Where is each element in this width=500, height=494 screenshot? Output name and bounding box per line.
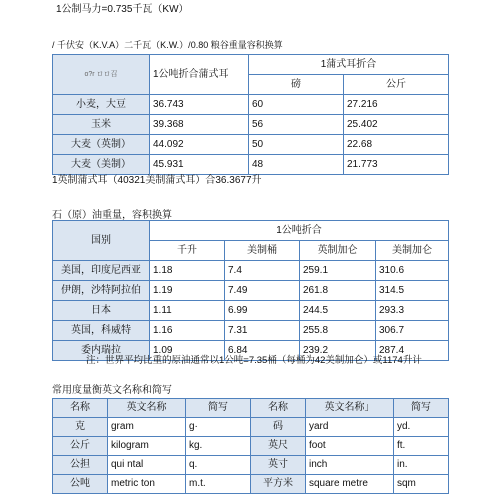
unit-abbr: m.t. [186, 475, 251, 494]
unit-abbr: kg. [186, 437, 251, 456]
table-row [53, 321, 449, 341]
unit-name: 码 [251, 418, 306, 437]
grain-name: 小麦，大豆 [53, 95, 150, 115]
grain-ton-header: 1公吨折合蒲式耳 [150, 55, 249, 95]
unit-abbr: q. [186, 456, 251, 475]
grain-bushel-group-header: 1蒲式耳折合 [249, 55, 449, 75]
unit-name: 英尺 [251, 437, 306, 456]
oil-conversion-table [52, 220, 449, 361]
oil-value: 7.31 [225, 321, 300, 341]
grain-pound-value: 60 [249, 95, 344, 115]
oil-ton-group-header: 1公吨折合 [150, 221, 449, 241]
oil-country: 委内瑞拉 [53, 341, 150, 361]
grain-name: 玉米 [53, 115, 150, 135]
table-row [53, 261, 449, 281]
unit-abbr: ft. [394, 437, 449, 456]
oil-value: 7.4 [225, 261, 300, 281]
grain-subheader-pound: 磅 [249, 75, 344, 95]
oil-value: 310.6 [376, 261, 449, 281]
table-row [53, 418, 449, 437]
oil-value: 1.19 [150, 281, 225, 301]
unit-name: 公斤 [53, 437, 108, 456]
grain-corner-label: o?r ロロ召 [53, 55, 150, 95]
oil-country: 英国，科威特 [53, 321, 150, 341]
unit-name: 克 [53, 418, 108, 437]
table-row [53, 456, 449, 475]
grain-kg-value: 22.68 [344, 135, 449, 155]
unit-english: foot [306, 437, 394, 456]
oil-value: 293.3 [376, 301, 449, 321]
unit-abbr: g· [186, 418, 251, 437]
unit-english: square metre [306, 475, 394, 494]
grain-ton-value: 44.092 [150, 135, 249, 155]
unit-name: 英寸 [251, 456, 306, 475]
oil-value: 306.7 [376, 321, 449, 341]
grain-ton-value: 36.743 [150, 95, 249, 115]
oil-value: 287.4 [376, 341, 449, 361]
grain-pound-value: 56 [249, 115, 344, 135]
crude-oil-note: 注：世界平均比重的原油通常以1公吨=7.35桶（每桶为42美制加仑）或1174升计 [86, 355, 422, 366]
units-header-name: 名称 [53, 399, 108, 418]
oil-value: 1.18 [150, 261, 225, 281]
unit-abbr: yd. [394, 418, 449, 437]
grain-subheader-kg: 公斤 [344, 75, 449, 95]
units-header-name-2: 名称 [251, 399, 306, 418]
oil-value: 239.2 [300, 341, 376, 361]
oil-value: 1.09 [150, 341, 225, 361]
oil-value: 255.8 [300, 321, 376, 341]
units-header-abbr-2: 简写 [394, 399, 449, 418]
unit-english: inch [306, 456, 394, 475]
grain-ton-value: 45.931 [150, 155, 249, 175]
oil-value: 314.5 [376, 281, 449, 301]
oil-value: 244.5 [300, 301, 376, 321]
grain-ton-value: 39.368 [150, 115, 249, 135]
unit-name: 公担 [53, 456, 108, 475]
oil-value: 1.16 [150, 321, 225, 341]
table-row [53, 115, 449, 135]
table-row [53, 95, 449, 115]
table-row [53, 301, 449, 321]
oil-value: 6.84 [225, 341, 300, 361]
units-heading: 常用度量衡英文名称和简写 [52, 385, 172, 396]
unit-english: yard [306, 418, 394, 437]
table-row [53, 135, 449, 155]
oil-subheader-kiloliter: 千升 [150, 241, 225, 261]
oil-subheader-uk-gallon: 英制加仑 [300, 241, 376, 261]
oil-value: 1.11 [150, 301, 225, 321]
units-table [52, 398, 449, 494]
oil-country: 日本 [53, 301, 150, 321]
units-header-english: 英文名称 [108, 399, 186, 418]
grain-kg-value: 25.402 [344, 115, 449, 135]
grain-kg-value: 21.773 [344, 155, 449, 175]
oil-subheader-us-gallon: 美制加仑 [376, 241, 449, 261]
table-row [53, 281, 449, 301]
unit-abbr: sqm [394, 475, 449, 494]
oil-country-header: 国别 [53, 221, 150, 261]
grain-pound-value: 50 [249, 135, 344, 155]
oil-country: 美国，印度尼西亚 [53, 261, 150, 281]
grain-conversion-table [52, 54, 449, 175]
unit-name: 公吨 [53, 475, 108, 494]
grain-name: 大麦（美制） [53, 155, 150, 175]
oil-country: 伊朗，沙特阿拉伯 [53, 281, 150, 301]
units-header-abbr: 简写 [186, 399, 251, 418]
kva-conversion-heading: / 千伏安（K.V.A）二千瓦（K.W.）/0.80 粮谷重量容积换算 [52, 40, 283, 50]
unit-abbr: in. [394, 456, 449, 475]
grain-name: 大麦（英制） [53, 135, 150, 155]
oil-value: 7.49 [225, 281, 300, 301]
oil-value: 261.8 [300, 281, 376, 301]
unit-english: metric ton [108, 475, 186, 494]
oil-value: 6.99 [225, 301, 300, 321]
unit-name: 平方米 [251, 475, 306, 494]
bushel-note: 1英制蒲式耳（40321美制蒲式耳）合36.3677升 [52, 175, 262, 186]
grain-pound-value: 48 [249, 155, 344, 175]
oil-subheader-us-barrel: 美制桶 [225, 241, 300, 261]
horsepower-conversion: 1公制马力=0.735千瓦（KW） [56, 4, 189, 15]
oil-value: 259.1 [300, 261, 376, 281]
unit-english: kilogram [108, 437, 186, 456]
grain-kg-value: 27.216 [344, 95, 449, 115]
unit-english: gram [108, 418, 186, 437]
oil-conversion-heading: 石（原）油重量，容积换算 [52, 210, 172, 221]
table-row [53, 437, 449, 456]
unit-english: qui ntal [108, 456, 186, 475]
units-header-english-2: 英文名称」 [306, 399, 394, 418]
